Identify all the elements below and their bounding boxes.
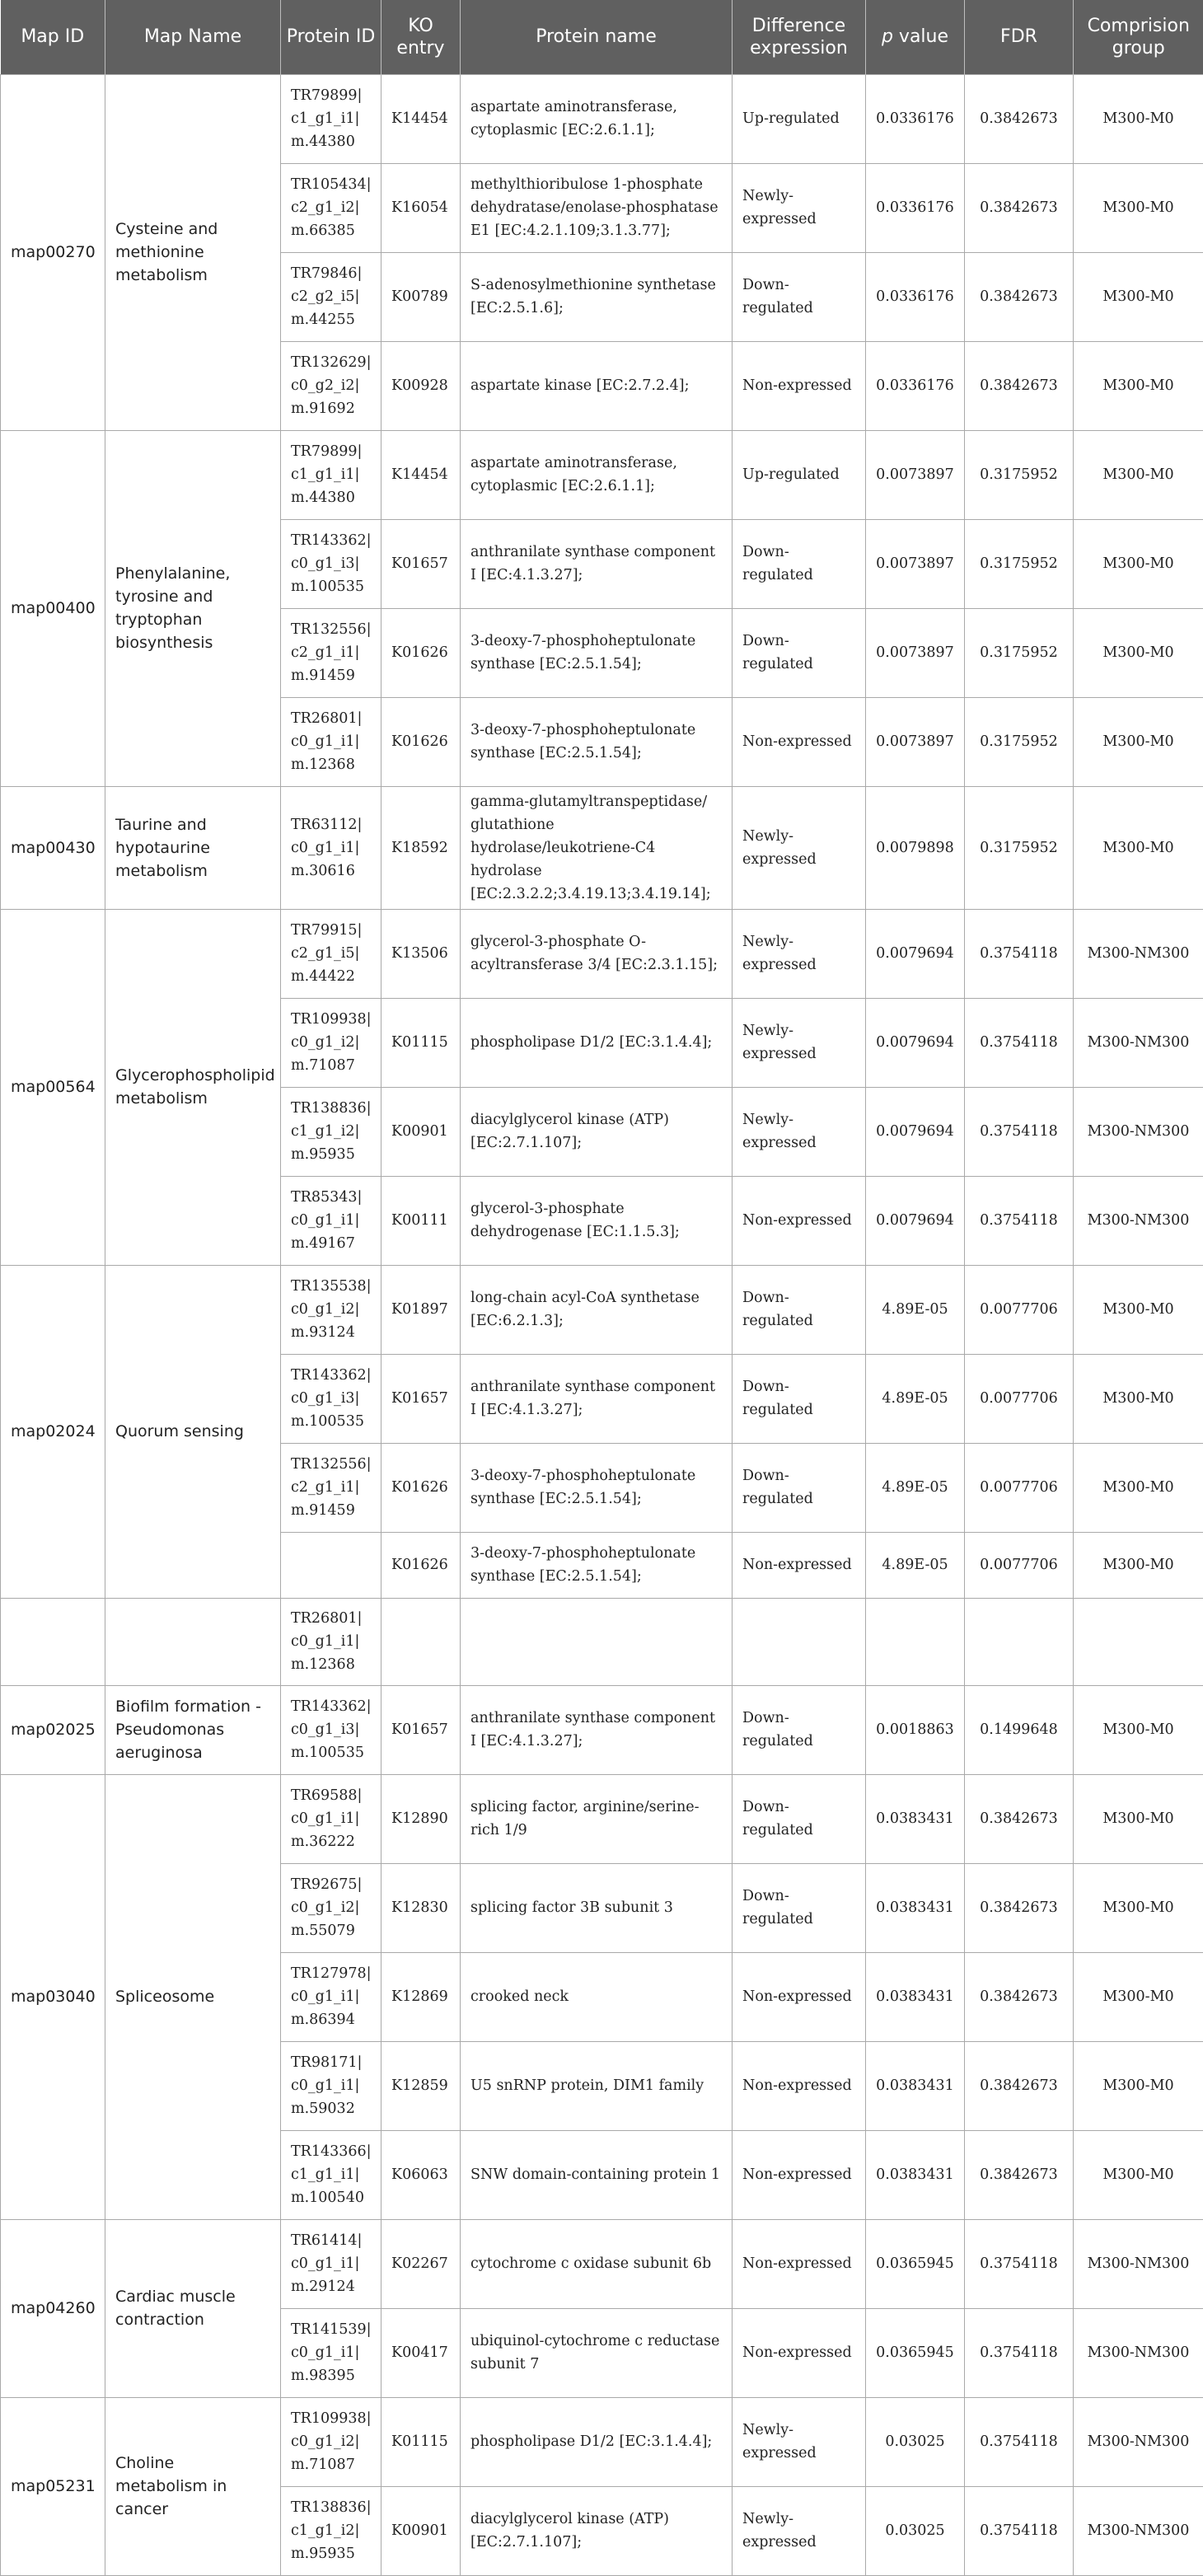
map-name-cell: Phenylalanine, tyrosine and tryptophan biosynthesis: [105, 430, 281, 786]
protein-id-cell: TR143366| c1_g1_i1| m.100540: [281, 2130, 381, 2219]
p-value-cell: 0.0073897: [866, 430, 965, 519]
protein-name-cell: aspartate aminotransferase, cytoplasmic [EC:2.6.1.1];: [461, 430, 733, 519]
comparison-group-cell: M300-M0: [1074, 1863, 1203, 1952]
protein-name-cell: long-chain acyl-CoA synthetase [EC:6.2.1.3];: [461, 1265, 733, 1354]
ko-entry-cell: K02267: [381, 2219, 461, 2308]
protein-id-cell: TR143362| c0_g1_i3| m.100535: [281, 1354, 381, 1443]
p-value-cell: 0.0383431: [866, 1774, 965, 1863]
protein-id-cell: TR132556| c2_g1_i1| m.91459: [281, 608, 381, 697]
difference-expression-cell: Down-regulated: [733, 608, 866, 697]
protein-id-cell: TR79899| c1_g1_i1| m.44380: [281, 430, 381, 519]
protein-name-cell: anthranilate synthase component I [EC:4.1.3.27];: [461, 1354, 733, 1443]
ko-entry-cell: K18592: [381, 786, 461, 909]
protein-name-cell: glycerol-3-phosphate dehydrogenase [EC:1.1.5.3];: [461, 1176, 733, 1265]
header-comparison-group: Comprision group: [1074, 0, 1203, 74]
comparison-group-cell: M300-NM300: [1074, 1087, 1203, 1176]
map-id-cell: map00430: [1, 786, 105, 909]
fdr-cell: 0.3842673: [965, 74, 1074, 163]
protein-name-cell: gamma-glutamyltranspeptidase/ glutathione hydrolase/leukotriene-C4 hydrolase [EC:2.3.2.2;3.4.19.13;3.4.19.14];: [461, 786, 733, 909]
fdr-cell: 0.3175952: [965, 430, 1074, 519]
table-row: [1, 2219, 1203, 2308]
p-value-cell: 0.03025: [866, 2397, 965, 2486]
p-value-cell: 0.0079694: [866, 1176, 965, 1265]
fdr-cell: 0.3842673: [965, 1863, 1074, 1952]
difference-expression-cell: Non-expressed: [733, 1176, 866, 1265]
p-value-cell: 0.0336176: [866, 252, 965, 341]
difference-expression-cell: Non-expressed: [733, 2041, 866, 2130]
comparison-group-cell: M300-M0: [1074, 519, 1203, 608]
table-row: [1, 786, 1203, 909]
comparison-group-cell: M300-M0: [1074, 252, 1203, 341]
p-value-cell: 0.0018863: [866, 1685, 965, 1774]
ko-entry-cell: K06063: [381, 2130, 461, 2219]
comparison-group-cell: M300-NM300: [1074, 1176, 1203, 1265]
protein-name-cell: aspartate aminotransferase, cytoplasmic [EC:2.6.1.1];: [461, 74, 733, 163]
p-value-cell: 0.0336176: [866, 163, 965, 252]
fdr-cell: 0.3842673: [965, 341, 1074, 430]
map-id-cell: map02025: [1, 1685, 105, 1774]
ko-entry-cell: K14454: [381, 74, 461, 163]
comparison-group-cell: M300-M0: [1074, 786, 1203, 909]
difference-expression-cell: Newly-expressed: [733, 163, 866, 252]
p-value-cell: 0.0073897: [866, 519, 965, 608]
difference-expression-cell: Non-expressed: [733, 1952, 866, 2041]
difference-expression-cell: Newly-expressed: [733, 2486, 866, 2575]
protein-name-cell: splicing factor 3B subunit 3: [461, 1863, 733, 1952]
ko-entry-cell: K01626: [381, 608, 461, 697]
table-row: [1, 909, 1203, 998]
ko-entry-cell: K01657: [381, 1685, 461, 1774]
ko-entry-cell: K16054: [381, 163, 461, 252]
fdr-cell: 0.1499648: [965, 1685, 1074, 1774]
table-header-row: [1, 0, 1203, 74]
map-id-cell: map03040: [1, 1774, 105, 2219]
difference-expression-cell: Non-expressed: [733, 1532, 866, 1598]
protein-id-cell: TR92675| c0_g1_i2| m.55079: [281, 1863, 381, 1952]
difference-expression-cell: Down-regulated: [733, 1354, 866, 1443]
difference-expression-cell: Down-regulated: [733, 1863, 866, 1952]
table-row: [1, 2397, 1203, 2486]
protein-name-cell: splicing factor, arginine/serine-rich 1/9: [461, 1774, 733, 1863]
table-row: [1, 1265, 1203, 1354]
protein-name-cell: diacylglycerol kinase (ATP) [EC:2.7.1.107];: [461, 2486, 733, 2575]
protein-id-cell: TR109938| c0_g1_i2| m.71087: [281, 998, 381, 1087]
protein-name-cell: aspartate kinase [EC:2.7.2.4];: [461, 341, 733, 430]
ko-entry-cell: K00928: [381, 341, 461, 430]
map-id-cell: map00400: [1, 430, 105, 786]
protein-id-cell: [281, 1532, 381, 1598]
difference-expression-cell: Non-expressed: [733, 2219, 866, 2308]
ko-entry-cell: K01115: [381, 2397, 461, 2486]
comparison-group-cell: M300-M0: [1074, 608, 1203, 697]
ko-entry-cell: K14454: [381, 430, 461, 519]
fdr-cell: 0.3754118: [965, 1087, 1074, 1176]
header-protein-id: Protein ID: [281, 0, 381, 74]
protein-name-cell: [461, 1598, 733, 1685]
protein-id-cell: TR132629| c0_g2_i2| m.91692: [281, 341, 381, 430]
header-p-italic: p: [882, 26, 893, 47]
fdr-cell: 0.3842673: [965, 1952, 1074, 2041]
ko-entry-cell: K00417: [381, 2308, 461, 2397]
fdr-cell: 0.3754118: [965, 2486, 1074, 2575]
p-value-cell: 4.89E-05: [866, 1265, 965, 1354]
map-id-cell: [1, 1598, 105, 1685]
fdr-cell: 0.3842673: [965, 2041, 1074, 2130]
header-ko-entry: KO entry: [381, 0, 461, 74]
fdr-cell: 0.3842673: [965, 252, 1074, 341]
protein-name-cell: 3-deoxy-7-phosphoheptulonate synthase [EC:2.5.1.54];: [461, 1532, 733, 1598]
comparison-group-cell: M300-M0: [1074, 341, 1203, 430]
protein-id-cell: TR135538| c0_g1_i2| m.93124: [281, 1265, 381, 1354]
p-value-cell: 0.0079694: [866, 1087, 965, 1176]
protein-name-cell: SNW domain-containing protein 1: [461, 2130, 733, 2219]
comparison-group-cell: M300-M0: [1074, 1354, 1203, 1443]
protein-id-cell: TR79899| c1_g1_i1| m.44380: [281, 74, 381, 163]
p-value-cell: 0.0383431: [866, 2130, 965, 2219]
protein-name-cell: crooked neck: [461, 1952, 733, 2041]
ko-entry-cell: K01657: [381, 519, 461, 608]
protein-name-cell: 3-deoxy-7-phosphoheptulonate synthase [EC:2.5.1.54];: [461, 608, 733, 697]
comparison-group-cell: M300-M0: [1074, 1532, 1203, 1598]
header-p-value: [866, 0, 965, 74]
fdr-cell: 0.3175952: [965, 697, 1074, 786]
protein-name-cell: phospholipase D1/2 [EC:3.1.4.4];: [461, 998, 733, 1087]
ko-entry-cell: K01626: [381, 697, 461, 786]
ko-entry-cell: K13506: [381, 909, 461, 998]
table-row: [1, 74, 1203, 163]
map-name-cell: Glycerophospholipid metabolism: [105, 909, 281, 1265]
protein-name-cell: anthranilate synthase component I [EC:4.1.3.27];: [461, 1685, 733, 1774]
fdr-cell: 0.3754118: [965, 2397, 1074, 2486]
comparison-group-cell: M300-M0: [1074, 163, 1203, 252]
ko-entry-cell: K01115: [381, 998, 461, 1087]
header-difference-expression: Difference expression: [733, 0, 866, 74]
protein-id-cell: TR143362| c0_g1_i3| m.100535: [281, 1685, 381, 1774]
map-name-cell: Cardiac muscle contraction: [105, 2219, 281, 2397]
comparison-group-cell: M300-NM300: [1074, 2486, 1203, 2575]
difference-expression-cell: Non-expressed: [733, 2130, 866, 2219]
map-name-cell: Taurine and hypotaurine metabolism: [105, 786, 281, 909]
header-fdr: FDR: [965, 0, 1074, 74]
ko-entry-cell: [381, 1598, 461, 1685]
protein-name-cell: diacylglycerol kinase (ATP) [EC:2.7.1.107];: [461, 1087, 733, 1176]
table-row: [1, 1598, 1203, 1685]
fdr-cell: 0.3754118: [965, 2219, 1074, 2308]
p-value-cell: 0.0383431: [866, 2041, 965, 2130]
difference-expression-cell: Down-regulated: [733, 252, 866, 341]
difference-expression-cell: Up-regulated: [733, 74, 866, 163]
ko-entry-cell: K00111: [381, 1176, 461, 1265]
ko-entry-cell: K12869: [381, 1952, 461, 2041]
difference-expression-cell: Newly-expressed: [733, 1087, 866, 1176]
comparison-group-cell: M300-M0: [1074, 1952, 1203, 2041]
map-id-cell: map02024: [1, 1265, 105, 1598]
p-value-cell: 0.0079694: [866, 998, 965, 1087]
map-id-cell: map00270: [1, 74, 105, 430]
comparison-group-cell: M300-M0: [1074, 1443, 1203, 1532]
protein-id-cell: TR79846| c2_g2_i5| m.44255: [281, 252, 381, 341]
comparison-group-cell: M300-M0: [1074, 697, 1203, 786]
protein-id-cell: TR61414| c0_g1_i1| m.29124: [281, 2219, 381, 2308]
fdr-cell: 0.3842673: [965, 1774, 1074, 1863]
difference-expression-cell: Down-regulated: [733, 1685, 866, 1774]
protein-id-cell: TR85343| c0_g1_i1| m.49167: [281, 1176, 381, 1265]
map-id-cell: map04260: [1, 2219, 105, 2397]
protein-id-cell: TR132556| c2_g1_i1| m.91459: [281, 1443, 381, 1532]
ko-entry-cell: K01657: [381, 1354, 461, 1443]
protein-name-cell: methylthioribulose 1-phosphate dehydratase/enolase-phosphatase E1 [EC:4.2.1.109;3.1.3.77];: [461, 163, 733, 252]
protein-id-cell: TR143362| c0_g1_i3| m.100535: [281, 519, 381, 608]
fdr-cell: 0.3754118: [965, 1176, 1074, 1265]
fdr-cell: 0.0077706: [965, 1443, 1074, 1532]
difference-expression-cell: Up-regulated: [733, 430, 866, 519]
difference-expression-cell: Down-regulated: [733, 1774, 866, 1863]
fdr-cell: 0.3754118: [965, 2308, 1074, 2397]
ko-entry-cell: K12890: [381, 1774, 461, 1863]
protein-name-cell: phospholipase D1/2 [EC:3.1.4.4];: [461, 2397, 733, 2486]
difference-expression-cell: Down-regulated: [733, 519, 866, 608]
comparison-group-cell: [1074, 1598, 1203, 1685]
p-value-cell: 0.0336176: [866, 74, 965, 163]
comparison-group-cell: M300-NM300: [1074, 909, 1203, 998]
p-value-cell: 4.89E-05: [866, 1532, 965, 1598]
map-name-cell: Cysteine and methionine metabolism: [105, 74, 281, 430]
fdr-cell: 0.3175952: [965, 786, 1074, 909]
comparison-group-cell: M300-NM300: [1074, 2219, 1203, 2308]
ko-entry-cell: K00789: [381, 252, 461, 341]
comparison-group-cell: M300-M0: [1074, 1774, 1203, 1863]
map-name-cell: Choline metabolism in cancer: [105, 2397, 281, 2575]
difference-expression-cell: [733, 1598, 866, 1685]
header-map-id: Map ID: [1, 0, 105, 74]
protein-id-cell: TR79915| c2_g1_i5| m.44422: [281, 909, 381, 998]
fdr-cell: 0.3842673: [965, 2130, 1074, 2219]
table-row: [1, 430, 1203, 519]
header-p-rest: value: [893, 26, 948, 47]
map-name-cell: Biofilm formation - Pseudomonas aeruginosa: [105, 1685, 281, 1774]
fdr-cell: [965, 1598, 1074, 1685]
difference-expression-cell: Newly-expressed: [733, 786, 866, 909]
difference-expression-cell: Down-regulated: [733, 1443, 866, 1532]
header-protein-name: Protein name: [461, 0, 733, 74]
ko-entry-cell: K01897: [381, 1265, 461, 1354]
protein-name-cell: 3-deoxy-7-phosphoheptulonate synthase [EC:2.5.1.54];: [461, 697, 733, 786]
protein-id-cell: TR63112| c0_g1_i1| m.30616: [281, 786, 381, 909]
protein-name-cell: cytochrome c oxidase subunit 6b: [461, 2219, 733, 2308]
p-value-cell: 0.03025: [866, 2486, 965, 2575]
fdr-cell: 0.3842673: [965, 163, 1074, 252]
protein-id-cell: TR105434| c2_g1_i2| m.66385: [281, 163, 381, 252]
map-id-cell: map00564: [1, 909, 105, 1265]
fdr-cell: 0.3754118: [965, 998, 1074, 1087]
ko-entry-cell: K01626: [381, 1532, 461, 1598]
comparison-group-cell: M300-M0: [1074, 1685, 1203, 1774]
fdr-cell: 0.3754118: [965, 909, 1074, 998]
difference-expression-cell: Down-regulated: [733, 1265, 866, 1354]
protein-name-cell: ubiquinol-cytochrome c reductase subunit 7: [461, 2308, 733, 2397]
p-value-cell: 0.0336176: [866, 341, 965, 430]
p-value-cell: 0.0383431: [866, 1863, 965, 1952]
p-value-cell: [866, 1598, 965, 1685]
p-value-cell: 0.0365945: [866, 2219, 965, 2308]
comparison-group-cell: M300-NM300: [1074, 2308, 1203, 2397]
protein-id-cell: TR138836| c1_g1_i2| m.95935: [281, 2486, 381, 2575]
comparison-group-cell: M300-M0: [1074, 74, 1203, 163]
protein-id-cell: TR127978| c0_g1_i1| m.86394: [281, 1952, 381, 2041]
protein-id-cell: TR138836| c1_g1_i2| m.95935: [281, 1087, 381, 1176]
difference-expression-cell: Newly-expressed: [733, 909, 866, 998]
p-value-cell: 0.0383431: [866, 1952, 965, 2041]
difference-expression-cell: Newly-expressed: [733, 998, 866, 1087]
difference-expression-cell: Non-expressed: [733, 697, 866, 786]
ko-entry-cell: K12830: [381, 1863, 461, 1952]
p-value-cell: 4.89E-05: [866, 1354, 965, 1443]
difference-expression-cell: Non-expressed: [733, 2308, 866, 2397]
fdr-cell: 0.3175952: [965, 608, 1074, 697]
protein-id-cell: TR109938| c0_g1_i2| m.71087: [281, 2397, 381, 2486]
p-value-cell: 4.89E-05: [866, 1443, 965, 1532]
table-body: [1, 74, 1203, 2575]
protein-name-cell: anthranilate synthase component I [EC:4.1.3.27];: [461, 519, 733, 608]
protein-name-cell: glycerol-3-phosphate O-acyltransferase 3/4 [EC:2.3.1.15];: [461, 909, 733, 998]
p-value-cell: 0.0079898: [866, 786, 965, 909]
protein-id-cell: TR26801| c0_g1_i1| m.12368: [281, 697, 381, 786]
comparison-group-cell: M300-M0: [1074, 1265, 1203, 1354]
fdr-cell: 0.0077706: [965, 1354, 1074, 1443]
map-name-cell: Quorum sensing: [105, 1265, 281, 1598]
p-value-cell: 0.0073897: [866, 697, 965, 786]
ko-entry-cell: K00901: [381, 1087, 461, 1176]
comparison-group-cell: M300-NM300: [1074, 998, 1203, 1087]
comparison-group-cell: M300-M0: [1074, 2041, 1203, 2130]
protein-name-cell: U5 snRNP protein, DIM1 family: [461, 2041, 733, 2130]
comparison-group-cell: M300-M0: [1074, 430, 1203, 519]
protein-id-cell: TR69588| c0_g1_i1| m.36222: [281, 1774, 381, 1863]
p-value-cell: 0.0079694: [866, 909, 965, 998]
protein-id-cell: TR98171| c0_g1_i1| m.59032: [281, 2041, 381, 2130]
ko-entry-cell: K00901: [381, 2486, 461, 2575]
map-name-cell: Spliceosome: [105, 1774, 281, 2219]
p-value-cell: 0.0073897: [866, 608, 965, 697]
comparison-group-cell: M300-NM300: [1074, 2397, 1203, 2486]
protein-name-cell: S-adenosylmethionine synthetase [EC:2.5.1.6];: [461, 252, 733, 341]
table-row: [1, 1774, 1203, 1863]
fdr-cell: 0.3175952: [965, 519, 1074, 608]
ko-entry-cell: K01626: [381, 1443, 461, 1532]
protein-id-cell: TR26801| c0_g1_i1| m.12368: [281, 1598, 381, 1685]
table-row: [1, 1685, 1203, 1774]
ko-entry-cell: K12859: [381, 2041, 461, 2130]
comparison-group-cell: M300-M0: [1074, 2130, 1203, 2219]
map-id-cell: map05231: [1, 2397, 105, 2575]
fdr-cell: 0.0077706: [965, 1532, 1074, 1598]
protein-id-cell: TR141539| c0_g1_i1| m.98395: [281, 2308, 381, 2397]
difference-expression-cell: Newly-expressed: [733, 2397, 866, 2486]
fdr-cell: 0.0077706: [965, 1265, 1074, 1354]
map-name-cell: [105, 1598, 281, 1685]
p-value-cell: 0.0365945: [866, 2308, 965, 2397]
difference-expression-cell: Non-expressed: [733, 341, 866, 430]
protein-name-cell: 3-deoxy-7-phosphoheptulonate synthase [EC:2.5.1.54];: [461, 1443, 733, 1532]
header-map-name: Map Name: [105, 0, 281, 74]
